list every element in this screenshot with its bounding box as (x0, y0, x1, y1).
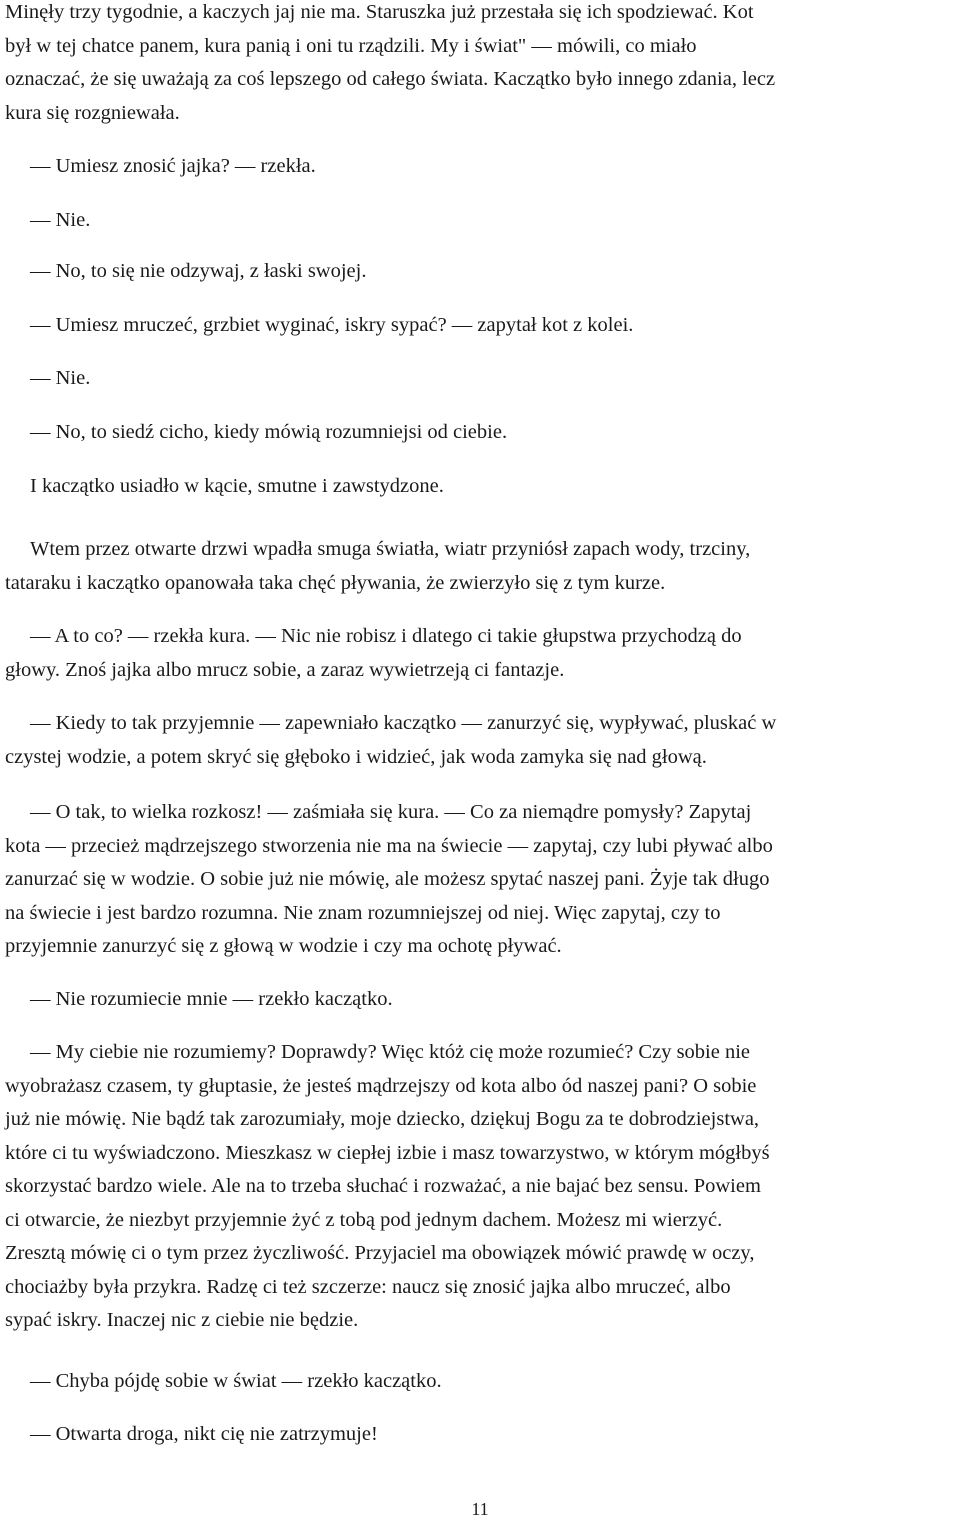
text-line: które ci tu wyświadczono. Mieszkasz w ciepłej izbie i masz towarzystwo, w którym mógłbyś (5, 1141, 770, 1164)
text-line: I kaczątko usiadło w kącie, smutne i zawstydzone. (30, 475, 444, 497)
paragraph (5, 796, 948, 964)
text-line: kura się rozgniewała. (5, 101, 180, 124)
text-line: — Nie rozumiecie mnie — rzekło kaczątko. (30, 988, 393, 1010)
text-line: wyobrażasz czasem, ty głuptasie, że jesteś mądrzejszy od kota albo ód naszej pani? O sobie (5, 1074, 757, 1097)
paragraph (5, 309, 948, 343)
paragraph (5, 0, 948, 130)
paragraph (5, 1418, 948, 1452)
page-number: 11 (471, 1499, 489, 1519)
text-line: już nie mówię. Nie bądź tak zarozumiały, moje dziecko, dziękuj Bogu za te dobrodziejstwa, (5, 1108, 760, 1130)
paragraph (5, 1036, 948, 1338)
text-line: — Nie. (30, 209, 91, 231)
paragraph (5, 533, 948, 600)
paragraph (5, 983, 948, 1017)
text-line: był w tej chatce panem, kura panią i oni tu rządzili. My i świat" — mówili, co miało (5, 34, 697, 57)
text-line: — Umiesz znosić jajka? — rzekła. (30, 155, 316, 177)
text-line: tataraku i kaczątko opanowała taka chęć pływania, że zwierzyło się z tym kurze. (5, 571, 666, 594)
text-line: — O tak, to wielka rozkosz! — zaśmiała się kura. — Co za niemądre pomysły? Zapytaj (30, 801, 752, 823)
text-line: — Nie. (30, 367, 91, 389)
text-line: zanurzać się w wodzie. O sobie już nie mówię, ale możesz spytać naszej pani. Żyje tak długo (5, 868, 770, 890)
text-line: Minęły trzy tygodnie, a kaczych jaj nie ma. Staruszka już przestała się ich spodziewać. Kot (5, 1, 754, 23)
paragraph (5, 620, 948, 687)
text-line: kota — przecież mądrzejszego stworzenia nie ma na świecie — zapytaj, czy lubi pływać albo (5, 834, 773, 857)
text-line: ci otwarcie, że niezbyt przyjemnie żyć z tobą pod jednym dachem. Możesz mi wierzyć. (5, 1208, 723, 1231)
text-line: — Chyba pójdę sobie w świat — rzekło kaczątko. (30, 1370, 442, 1392)
text-line: Zresztą mówię ci o tym przez życzliwość. Przyjaciel ma obowiązek mówić prawdę w oczy, (5, 1242, 755, 1264)
text-line: — No, to siedź cicho, kiedy mówią rozumniejsi od ciebie. (30, 421, 508, 443)
paragraph (5, 362, 948, 396)
text-line: głowy. Znoś jajka albo mrucz sobie, a zaraz wywietrzeją ci fantazje. (5, 658, 565, 681)
text-line: — Umiesz mruczeć, grzbiet wyginać, iskry sypać? — zapytał kot z kolei. (30, 314, 634, 336)
paragraph (5, 204, 948, 238)
text-line: — No, to się nie odzywaj, z łaski swojej. (30, 260, 367, 282)
paragraph (5, 416, 948, 450)
paragraph (5, 707, 948, 774)
text-line: — My ciebie nie rozumiemy? Doprawdy? Więc któż cię może rozumieć? Czy sobie nie (30, 1041, 751, 1063)
text-line: — Kiedy to tak przyjemnie — zapewniało kaczątko — zanurzyć się, wypływać, pluskać w (30, 712, 777, 734)
text-line: skorzystać bardzo wiele. Ale na to trzeba słuchać i rozważać, a nie bajać bez sensu. Powiem (5, 1175, 761, 1197)
text-line: Wtem przez otwarte drzwi wpadła smuga światła, wiatr przyniósł zapach wody, trzciny, (30, 538, 751, 560)
paragraph (5, 1365, 948, 1399)
text-line: oznaczać, że się uważają za coś lepszego od całego świata. Kaczątko było innego zdania, lecz (5, 68, 776, 90)
paragraph (5, 470, 948, 504)
text-line: — Otwarta droga, nikt cię nie zatrzymuje! (30, 1423, 378, 1445)
paragraph (5, 255, 948, 289)
text-line: — A to co? — rzekła kura. — Nic nie robisz i dlatego ci takie głupstwa przychodzą do (30, 625, 742, 647)
text-line: na świecie i jest bardzo rozumna. Nie znam rozumniejszej od niej. Więc zapytaj, czy to (5, 901, 721, 924)
text-line: przyjemnie zanurzyć się z głową w wodzie i czy ma ochotę pływać. (5, 935, 562, 957)
text-line: sypać iskry. Inaczej nic z ciebie nie będzie. (5, 1309, 359, 1331)
text-line: chociażby była przykra. Radzę ci też szczerze: naucz się znosić jajka albo mruczeć, albo (5, 1275, 731, 1298)
text-line: czystej wodzie, a potem skryć się głęboko i widzieć, jak woda zamyka się nad głową. (5, 745, 707, 768)
paragraph (5, 150, 948, 184)
